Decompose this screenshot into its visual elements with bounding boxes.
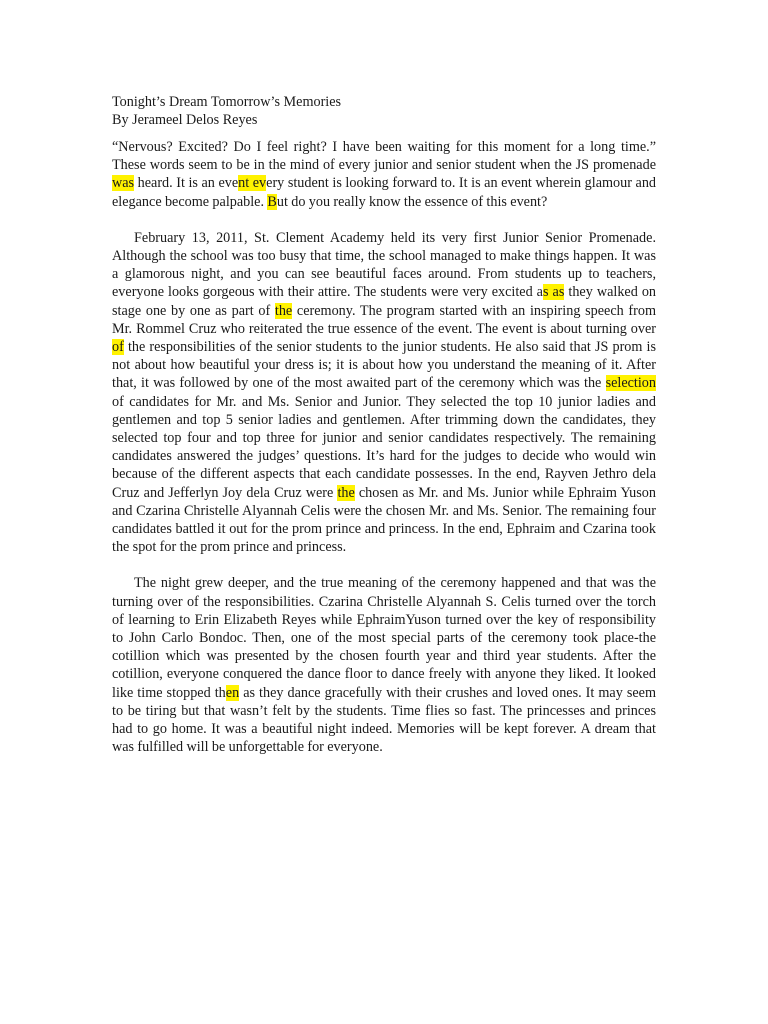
paragraph-text: chosen as Mr. and Ms. Junior while Ephraim Yuson and Czarina Christelle Alyannah Celis were the chosen Mr. and Ms. Senior. The remaining four candidates battled it out for the prom prince and princess. In the end, Ephraim and Czarina took the spot for the prom prince and princess. — [112, 484, 656, 556]
document-title: Tonight’s Dream Tomorrow’s Memories — [112, 94, 342, 110]
document-byline: By Jerameel Delos Reyes — [112, 112, 258, 128]
paragraph-text: The night grew deeper, and the true meaning of the ceremony happened and that was the turning over of the responsibilities. Czarina Christelle Alyannah S. Celis turned over the torch of learning to Erin Elizabeth Reyes while EphraimYuson turned over the key of responsibility to John Carlo Bondoc. Then, one of the most special parts of the ceremony took place-the cotillion which was presented by the chosen fourth year and third year students. After the cotillion, everyone conquered the dance floor to dance freely with anyone they liked. It looked like time stopped th — [112, 575, 656, 701]
paragraph-3 — [112, 574, 656, 756]
paragraph-text: of candidates for Mr. and Ms. Senior and Junior. They selected the top 10 junior ladies and gentlemen and top 5 senior ladies and gentlemen. After trimming down the candidates, they selected top four and top three for junior and senior candidates respectively. The remaining candidates answered the judges’ questions. It’s hard for the judges to decide who would win because of the different aspects that each candidate possesses. In the end, Rayven Jethro dela Cruz and Jefferlyn Joy dela Cruz were — [112, 393, 656, 501]
paragraph-text: ery student is looking forward to. It is an event wherein glamour and elegance become palpable. — [112, 175, 657, 210]
highlighted-text: the — [274, 302, 293, 319]
highlighted-text: of — [112, 339, 124, 356]
highlighted-text: en — [225, 684, 240, 701]
paragraph-text: “Nervous? Excited? Do I feel right? I have been waiting for this moment for a long time.” These words seem to be in the mind of every junior and senior student when the JS promenade — [112, 139, 656, 174]
paragraph-text: they walked on stage one by one as part of — [112, 284, 657, 319]
paragraph-text: as they dance gracefully with their crushes and loved ones. It may seem to be tiring but that wasn’t felt by the students. Time flies so fast. The princesses and princes had to go home. It was a beautiful night indeed. Memories will be kept forever. A dream that was fulfilled will be unforgettable for everyone. — [112, 684, 656, 756]
highlighted-text: was — [112, 175, 135, 192]
highlighted-text: B — [267, 193, 277, 210]
document-body — [112, 138, 656, 757]
highlighted-text: selection — [605, 375, 656, 392]
paragraph-text: ceremony. The program started with an inspiring speech from Mr. Rommel Cruz who reiterated the true essence of the event. The event is about turning over — [112, 302, 656, 337]
paragraph-text: ut do you really know the essence of this event? — [276, 193, 548, 210]
paragraph-1 — [112, 138, 656, 211]
paragraph-text: the responsibilities of the senior students to the junior students. He also said that JS prom is not about how beautiful your dress is; it is about how you understand the meaning of it. After that, it was followed by one of the most awaited part of the ceremony which was the — [112, 339, 656, 392]
paragraph-text: February 13, 2011, St. Clement Academy held its very first Junior Senior Promenade. Although the school was too busy that time, the school managed to make things happen. It was a glamorous night, and you can see beautiful faces around. From students up to teachers, everyone looks gorgeous with their attire. The students were very excited a — [112, 229, 656, 301]
highlighted-text: nt ev — [238, 175, 267, 192]
highlighted-text: the — [337, 484, 355, 501]
highlighted-text: s as — [542, 284, 565, 301]
document-heading — [112, 93, 656, 129]
paragraph-2 — [112, 229, 656, 557]
paragraph-text: heard. It is an eve — [134, 175, 239, 192]
